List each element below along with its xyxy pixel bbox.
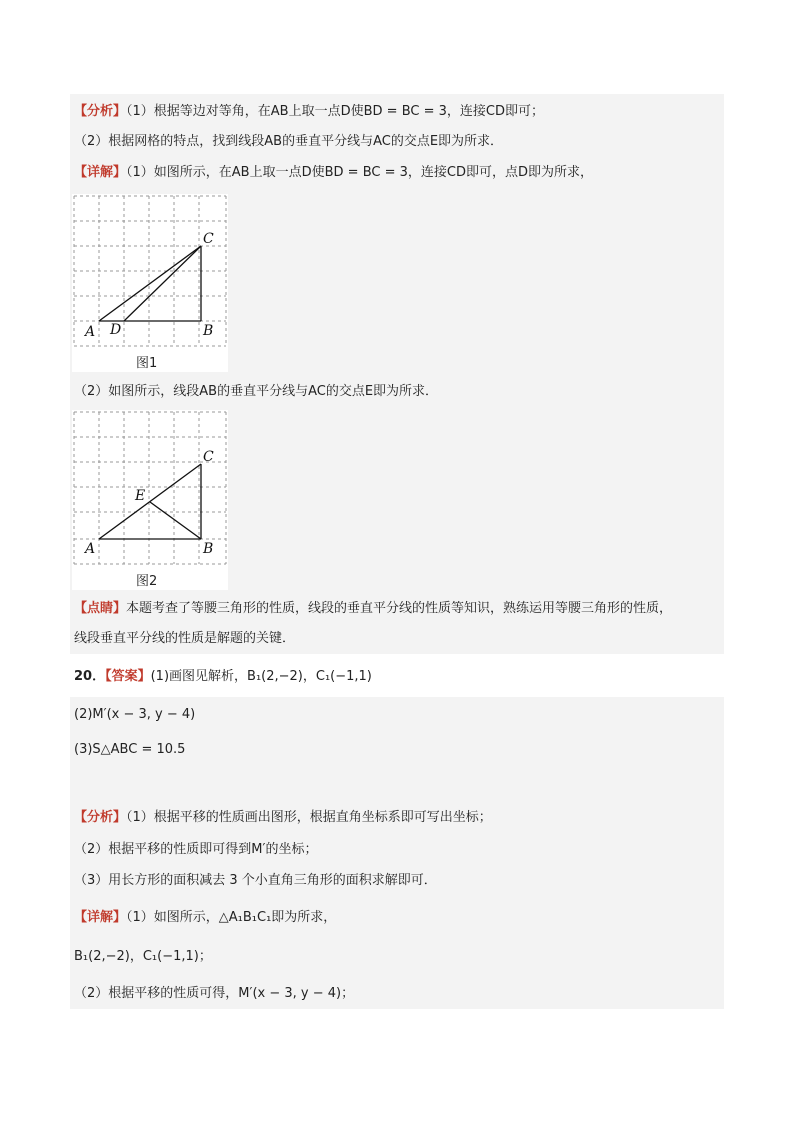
detail2-text-1: （1）如图所示，△A₁B₁C₁即为所求， (126, 910, 337, 925)
label-c: C (203, 449, 214, 465)
analysis2-line-1 (74, 809, 492, 827)
figure-2-caption: 图2 (136, 574, 158, 589)
analysis2-text-1: （1）根据平移的性质画出图形，根据直角坐标系即可写出坐标； (126, 810, 492, 825)
detail2-line-1 (74, 909, 336, 927)
answer-tag: 【答案】 (105, 669, 151, 684)
comment-tag: 【点睛】 (74, 601, 127, 616)
detail-line-2 (74, 383, 438, 401)
question-number: 20． (74, 669, 106, 684)
analysis-text-1: （1）根据等边对等角，在AB上取一点D使BD = BC = 3，连接CD即可； (126, 104, 544, 119)
analysis-tag: 【分析】 (74, 104, 127, 119)
label-b: B (203, 541, 214, 557)
detail2-text-2: B₁(2,−2)，C₁(−1,1)； (74, 949, 212, 964)
label-c: C (203, 231, 214, 247)
analysis2-text-2: （2）根据平移的性质即可得到M′的坐标； (74, 842, 318, 857)
analysis-line-2 (74, 133, 503, 151)
figure-1 (72, 194, 228, 372)
analysis-line-1 (74, 103, 544, 121)
q20-answer-line (74, 668, 372, 686)
answer-text-2: (2)M′(x − 3, y − 4) (74, 707, 196, 722)
detail-tag: 【详解】 (74, 165, 127, 180)
label-b: B (203, 323, 214, 339)
figure-1-caption: 图1 (136, 356, 158, 371)
answer-text-1: (1)画图见解析，B₁(2,−2)，C₁(−1,1) (150, 669, 372, 684)
detail2-line-2 (74, 948, 212, 966)
figure-2 (72, 410, 228, 590)
comment-text-1: 本题考查了等腰三角形的性质，线段的垂直平分线的性质等知识，熟练运用等腰三角形的性质， (126, 601, 673, 616)
label-a: A (85, 324, 96, 340)
detail-text-1: （1）如图所示，在AB上取一点D使BD = BC = 3，连接CD即可，点D即为所求， (126, 165, 593, 180)
q20-answer-line-2 (74, 706, 195, 724)
analysis-text-2: （2）根据网格的特点，找到线段AB的垂直平分线与AC的交点E即为所求． (74, 134, 504, 149)
answer-text-3: (3)S△ABC = 10.5 (74, 742, 186, 757)
comment-line-2 (74, 630, 295, 648)
detail-line-1 (74, 164, 593, 182)
analysis2-text-3: （3）用长方形的面积减去 3 个小直角三角形的面积求解即可． (74, 873, 437, 888)
detail2-text-3: （2）根据平移的性质可得，M′(x − 3, y − 4)； (74, 986, 355, 1001)
analysis2-line-2 (74, 841, 317, 859)
q20-answer-line-3 (74, 741, 185, 759)
label-a: A (85, 541, 96, 557)
comment-text-2: 线段垂直平分线的性质是解题的关键． (74, 631, 296, 646)
detail2-line-3 (74, 985, 354, 1003)
label-e: E (135, 488, 146, 504)
detail2-tag: 【详解】 (74, 910, 127, 925)
analysis2-tag: 【分析】 (74, 810, 127, 825)
label-d: D (110, 322, 122, 338)
detail-text-2: （2）如图所示，线段AB的垂直平分线与AC的交点E即为所求． (74, 384, 439, 399)
analysis2-line-3 (74, 872, 437, 890)
comment-line-1 (74, 600, 672, 618)
